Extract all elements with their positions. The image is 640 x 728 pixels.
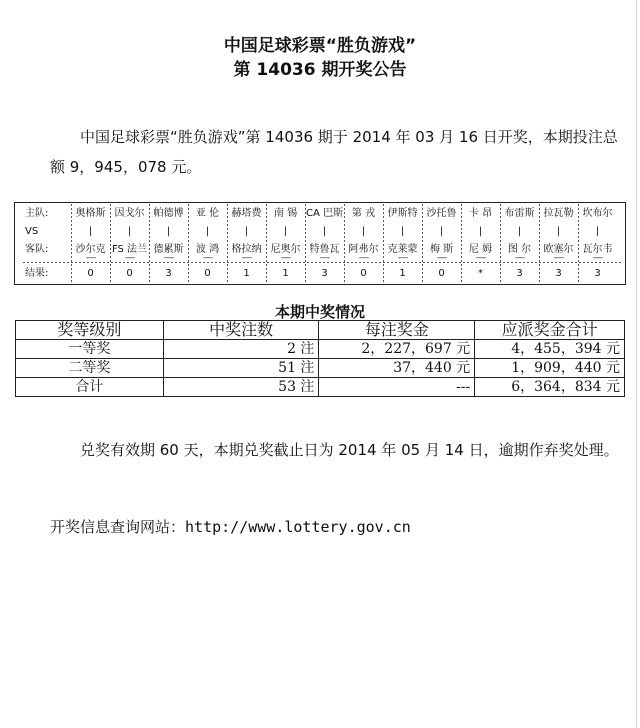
prize-level: 二等奖	[16, 359, 164, 378]
match-result: *	[478, 268, 483, 279]
match-home-team: 亚 伦	[195, 208, 220, 219]
column-divider	[227, 204, 228, 282]
match-dash: -----	[514, 253, 525, 262]
column-divider	[578, 204, 579, 282]
match-away-team: 尼奥尔	[270, 244, 301, 255]
prize-total-row	[16, 378, 625, 397]
match-result: 1	[282, 268, 289, 279]
prize-section-title: 本期中奖情况	[274, 303, 365, 321]
prize-count: 51 注	[163, 359, 319, 378]
prize-level: 合计	[16, 378, 164, 397]
match-dash: -----	[475, 253, 486, 262]
match-vs-mark: |	[556, 226, 561, 237]
lottery-website-link[interactable]: http://www.lottery.gov.cn	[185, 518, 411, 536]
prize-per-bet: 37，440 元	[319, 359, 475, 378]
match-result: 0	[438, 268, 445, 279]
match-result: 3	[555, 268, 562, 279]
match-home-team: 沙托鲁	[426, 208, 457, 219]
match-dash: -----	[358, 253, 369, 262]
match-dash: -----	[592, 253, 603, 262]
match-home-team: 帕德博	[153, 208, 184, 219]
match-result: 0	[360, 268, 367, 279]
match-result: 0	[126, 268, 133, 279]
home-label: 主队:	[25, 208, 49, 219]
match-dash: -----	[436, 253, 447, 262]
prize-total: 6，364，834 元	[475, 378, 625, 397]
header-per-bet: 每注奖金	[319, 321, 475, 340]
match-vs-mark: |	[283, 226, 288, 237]
match-vs-mark: |	[517, 226, 522, 237]
match-schedule	[14, 202, 626, 285]
match-away-team: 阿弗尔	[348, 244, 379, 255]
match-vs-mark: |	[478, 226, 483, 237]
prize-per-bet: ---	[319, 378, 475, 397]
prize-per-bet: 2，227，697 元	[319, 340, 475, 359]
match-dash: -----	[163, 253, 174, 262]
match-result: 3	[594, 268, 601, 279]
match-dash: -----	[553, 253, 564, 262]
match-home-team: 奥格斯	[75, 208, 106, 219]
match-home-team: 坎布尔	[582, 208, 613, 219]
column-divider	[266, 204, 267, 282]
match-home-team: 因戈尔	[114, 208, 145, 219]
match-home-team: 第 戎	[351, 208, 376, 219]
match-vs-mark: |	[439, 226, 444, 237]
column-divider	[461, 204, 462, 282]
match-result: 1	[243, 268, 250, 279]
match-away-team: 格拉纳	[231, 244, 262, 255]
match-dash: -----	[202, 253, 213, 262]
intro-paragraph: 中国足球彩票“胜负游戏”第 14036 期于 2014 年 03 月 16 日开奖，本期投注总额 9，945，078 元。	[50, 128, 618, 176]
match-away-team: 瓦尔韦	[582, 244, 613, 255]
prize-header-row	[16, 321, 625, 340]
match-dash: -----	[124, 253, 135, 262]
match-result: 3	[165, 268, 172, 279]
match-vs-mark: |	[127, 226, 132, 237]
prize-table	[15, 320, 625, 397]
match-vs-mark: |	[361, 226, 366, 237]
column-divider	[500, 204, 501, 282]
vs-label: VS	[25, 226, 39, 237]
match-dash: -----	[85, 253, 96, 262]
prize-count: 53 注	[163, 378, 319, 397]
header-count: 中奖注数	[163, 321, 319, 340]
match-home-team: 布雷斯	[504, 208, 535, 219]
match-dash: -----	[241, 253, 252, 262]
match-away-team: 克莱蒙	[387, 244, 418, 255]
match-vs-mark: |	[400, 226, 405, 237]
match-dash: -----	[397, 253, 408, 262]
column-divider	[71, 204, 72, 282]
match-away-team: 德累斯	[153, 244, 184, 255]
match-away-team: FS 法兰	[111, 244, 148, 255]
prize-total: 4，455，394 元	[475, 340, 625, 359]
validity-paragraph: 兑奖有效期 60 天，本期兑奖截止日为 2014 年 05 月 14 日，逾期作弃奖处理。	[80, 441, 619, 459]
match-vs-mark: |	[322, 226, 327, 237]
query-line	[50, 512, 630, 542]
home-row	[15, 205, 625, 223]
header-total: 应派奖金合计	[475, 321, 625, 340]
vs-row	[15, 223, 625, 241]
match-home-team: 卡 昂	[468, 208, 493, 219]
match-dash: -----	[280, 253, 291, 262]
match-result: 1	[399, 268, 406, 279]
column-divider	[344, 204, 345, 282]
match-home-team: 南 锡	[273, 208, 298, 219]
prize-count: 2 注	[163, 340, 319, 359]
column-divider	[149, 204, 150, 282]
match-away-team: 梅 斯	[429, 244, 454, 255]
match-away-team: 图 尔	[507, 244, 532, 255]
prize-row	[16, 359, 625, 378]
prize-row	[16, 340, 625, 359]
page-title: 中国足球彩票“胜负游戏”	[223, 36, 417, 56]
match-vs-mark: |	[166, 226, 171, 237]
match-home-team: 拉瓦勒	[543, 208, 574, 219]
match-result: 3	[321, 268, 328, 279]
column-divider	[539, 204, 540, 282]
match-result: 3	[516, 268, 523, 279]
match-result: 0	[87, 268, 94, 279]
match-vs-mark: |	[244, 226, 249, 237]
column-divider	[305, 204, 306, 282]
away-label: 客队:	[25, 244, 49, 255]
result-divider	[23, 262, 623, 263]
page-subtitle: 第 14036 期开奖公告	[233, 60, 407, 80]
match-vs-mark: |	[205, 226, 210, 237]
match-home-team: 赫塔费	[231, 208, 262, 219]
page-edge	[636, 0, 637, 728]
prize-total: 1，909，440 元	[475, 359, 625, 378]
match-away-team: 特鲁瓦	[309, 244, 340, 255]
match-away-team: 沙尔克	[75, 244, 106, 255]
match-home-team: 伊斯特	[387, 208, 418, 219]
column-divider	[188, 204, 189, 282]
match-dash: -----	[319, 253, 330, 262]
column-divider	[383, 204, 384, 282]
match-away-team: 欧塞尔	[543, 244, 574, 255]
match-home-team: CA 巴斯	[305, 208, 343, 219]
result-row	[15, 265, 625, 283]
match-vs-mark: |	[88, 226, 93, 237]
match-away-team: 尼 姆	[468, 244, 493, 255]
column-divider	[110, 204, 111, 282]
match-away-team: 波 鸿	[195, 244, 220, 255]
result-label: 结果:	[25, 268, 49, 279]
header-level: 奖等级别	[16, 321, 164, 340]
column-divider	[422, 204, 423, 282]
prize-level: 一等奖	[16, 340, 164, 359]
match-result: 0	[204, 268, 211, 279]
query-label: 开奖信息查询网站：	[50, 518, 186, 536]
match-vs-mark: |	[595, 226, 600, 237]
